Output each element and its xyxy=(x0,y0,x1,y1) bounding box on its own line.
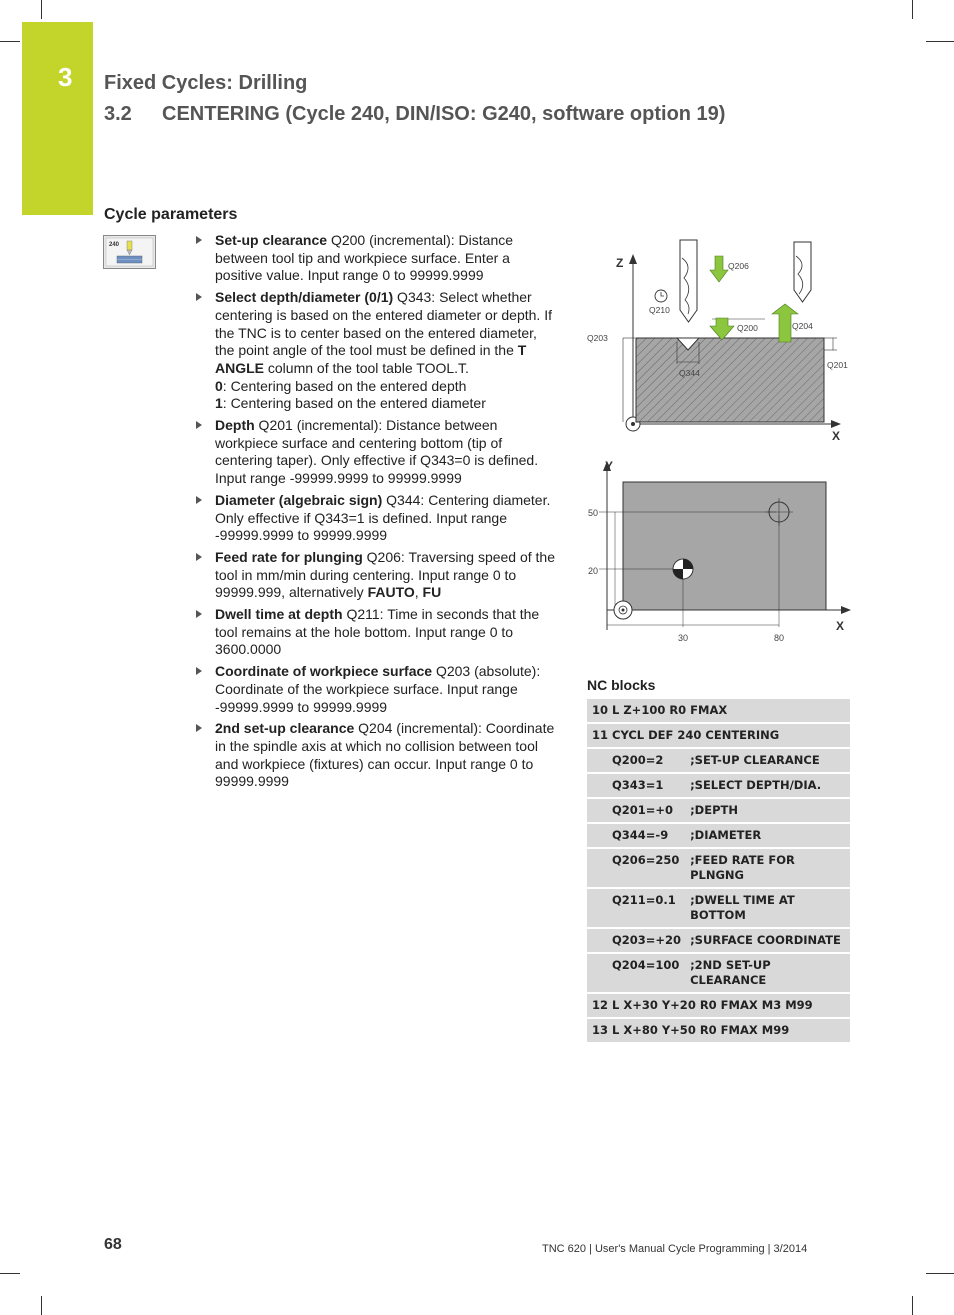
section-number: 3.2 xyxy=(104,103,132,125)
bullet-arrow-icon xyxy=(196,421,202,429)
param-strong: FAUTO xyxy=(367,584,415,601)
cycle-parameters-heading: Cycle parameters xyxy=(104,206,238,223)
crop-mark xyxy=(0,1273,20,1274)
y-axis-label: Y xyxy=(605,459,614,473)
crop-mark xyxy=(912,1296,913,1315)
crop-mark xyxy=(926,1273,954,1274)
param-item xyxy=(192,492,558,545)
hole-positions-diagram xyxy=(585,455,855,650)
param-text: Q203 (absolute): Coordinate of the workpiece surface. Input range -99999.9999 to 99999.9999 xyxy=(215,663,541,715)
param-text: Q201 (incremental): Distance between workpiece surface and centering bottom (tip of centering taper). Only effective if Q343=0 is defined. Input range -99999.9999 to 99999.9999 xyxy=(215,417,539,487)
q344-label: Q344 xyxy=(679,368,700,378)
crop-mark xyxy=(0,41,20,42)
origin-dot xyxy=(622,609,625,612)
centering-side-view-diagram xyxy=(585,238,855,448)
nc-param: Q344=-9 xyxy=(587,823,686,848)
y-tick-label: 50 xyxy=(588,508,599,518)
section-name: CENTERING (Cycle 240, DIN/ISO: G240, software option 19) xyxy=(162,103,726,125)
nc-param: Q343=1 xyxy=(587,773,686,798)
bullet-arrow-icon xyxy=(196,236,202,244)
param-item xyxy=(192,549,558,602)
param-text: column of the tool table TOOL.T. xyxy=(264,359,469,376)
nc-line: 10 L Z+100 R0 FMAX xyxy=(587,699,850,723)
param-item xyxy=(192,417,558,488)
chapter-tab xyxy=(22,22,93,215)
drill-tool-left xyxy=(680,240,697,322)
x-axis-arrow-icon xyxy=(831,420,841,428)
param-item xyxy=(192,232,558,285)
nc-param: Q204=100 xyxy=(587,953,686,993)
param-text: Q343: Select whether centering is based on the entered diameter or depth. If the TNC is to center based on the entered diameter, the point angle of the tool must be defined in the xyxy=(215,289,552,359)
table-row xyxy=(587,699,850,723)
nc-param: Q201=+0 xyxy=(587,798,686,823)
x-axis-arrow-icon xyxy=(841,606,851,614)
x-tick-label: 30 xyxy=(678,633,689,643)
option-key: 0 xyxy=(215,377,223,394)
drill-tool-right xyxy=(794,242,811,302)
nc-comment: ;DEPTH xyxy=(686,798,850,823)
q210-label: Q210 xyxy=(649,305,670,315)
param-strong: FU xyxy=(422,584,442,601)
nc-comment: ;SURFACE COORDINATE xyxy=(686,928,850,953)
crop-mark xyxy=(41,1296,42,1315)
param-item xyxy=(192,720,558,791)
q204-label: Q204 xyxy=(792,321,813,331)
bullet-arrow-icon xyxy=(196,667,202,675)
parameter-list xyxy=(192,232,558,795)
nc-param: Q200=2 xyxy=(587,748,686,773)
param-name: Feed rate for plunging xyxy=(215,548,363,565)
param-name: Depth xyxy=(215,417,255,434)
chapter-number: 3 xyxy=(58,62,73,92)
nc-param: Q203=+20 xyxy=(587,928,686,953)
nc-comment: ;FEED RATE FOR PLNGNG xyxy=(686,848,850,888)
bullet-arrow-icon xyxy=(196,724,202,732)
origin-dot xyxy=(631,422,635,426)
bullet-arrow-icon xyxy=(196,293,202,301)
table-row xyxy=(587,953,850,993)
q201-label: Q201 xyxy=(827,360,848,370)
table-row xyxy=(587,928,850,953)
nc-comment: ;DWELL TIME AT BOTTOM xyxy=(686,888,850,928)
nc-comment: ;SELECT DEPTH/DIA. xyxy=(686,773,850,798)
bullet-arrow-icon xyxy=(196,553,202,561)
footer-text: TNC 620 | User's Manual Cycle Programming | 3/2014 xyxy=(542,1243,808,1255)
crop-mark xyxy=(926,41,954,42)
nc-param: Q206=250 xyxy=(587,848,686,888)
param-name: 2nd set-up clearance xyxy=(215,720,355,737)
crop-mark xyxy=(912,0,913,19)
nc-comment: ;DIAMETER xyxy=(686,823,850,848)
nc-line: 13 L X+80 Y+50 R0 FMAX M99 xyxy=(587,1018,850,1043)
clearance-arrow-icon xyxy=(710,318,734,340)
param-strong: T ANGLE xyxy=(215,342,527,376)
param-name: Select depth/diameter (0/1) xyxy=(215,289,394,306)
feed-arrow-icon xyxy=(710,256,728,282)
section-title xyxy=(104,103,725,126)
nc-line: 11 CYCL DEF 240 CENTERING xyxy=(587,723,850,748)
bullet-arrow-icon xyxy=(196,610,202,618)
table-row xyxy=(587,723,850,748)
workpiece-plate xyxy=(623,482,826,610)
z-axis-arrow-icon xyxy=(629,254,637,264)
table-row xyxy=(587,823,850,848)
bullet-arrow-icon xyxy=(196,496,202,504)
param-item xyxy=(192,663,558,716)
q206-label: Q206 xyxy=(728,261,749,271)
x-axis-label: X xyxy=(836,619,845,633)
x-axis-label: X xyxy=(832,429,841,443)
nc-param: Q211=0.1 xyxy=(587,888,686,928)
softkey-label: 240 xyxy=(109,242,120,248)
table-row xyxy=(587,1018,850,1043)
z-axis-label: Z xyxy=(616,256,624,270)
param-name: Set-up clearance xyxy=(215,232,328,248)
option-key: 1 xyxy=(215,395,223,412)
table-row xyxy=(587,888,850,928)
param-text: Q211: Time in seconds that the tool remains at the hole bottom. Input range 0 to 3600.0000 xyxy=(215,606,540,658)
table-row xyxy=(587,798,850,823)
param-name: Coordinate of workpiece surface xyxy=(215,663,433,680)
q203-label: Q203 xyxy=(587,333,608,343)
cycle-softkey-icon xyxy=(103,235,156,269)
param-text: Q344: Centering diameter. Only effective if Q343=1 is defined. Input range -99999.9999 to 99999.9999 xyxy=(215,491,551,544)
param-text: Q200 (incremental): Distance between tool tip and workpiece surface. Enter a positive value. Input range 0 to 99999.9999 xyxy=(215,232,514,284)
table-row xyxy=(587,748,850,773)
nc-comment: ;SET-UP CLEARANCE xyxy=(686,748,850,773)
table-row xyxy=(587,993,850,1018)
workpiece xyxy=(636,338,824,422)
chapter-title: Fixed Cycles: Drilling xyxy=(104,72,308,94)
nc-blocks-heading: NC blocks xyxy=(587,677,656,693)
param-text: Q206: Traversing speed of the tool in mm/min during centering. Input range 0 to 99999.999, alternatively xyxy=(215,548,556,601)
param-name: Dwell time at depth xyxy=(215,606,343,623)
table-row xyxy=(587,773,850,798)
crop-mark xyxy=(41,0,42,19)
x-tick-label: 80 xyxy=(774,633,785,643)
nc-line: 12 L X+30 Y+20 R0 FMAX M3 M99 xyxy=(587,993,850,1018)
q200-label: Q200 xyxy=(737,323,758,333)
param-text: Q204 (incremental): Coordinate in the spindle axis at which no collision between tool and workpiece (fixtures) can occur. Input range 0 to 99999.9999 xyxy=(215,720,555,790)
y-tick-label: 20 xyxy=(588,566,599,576)
nc-blocks-table xyxy=(587,699,850,1044)
option-text: : Centering based on the entered diameter xyxy=(222,395,486,412)
page-number: 68 xyxy=(104,1236,122,1253)
param-text: , xyxy=(414,584,423,601)
option-text: : Centering based on the entered depth xyxy=(222,377,467,394)
param-item xyxy=(192,606,558,659)
nc-comment: ;2ND SET-UP CLEARANCE xyxy=(686,953,850,993)
param-item xyxy=(192,289,558,413)
param-name: Diameter (algebraic sign) xyxy=(215,491,383,508)
table-row xyxy=(587,848,850,888)
